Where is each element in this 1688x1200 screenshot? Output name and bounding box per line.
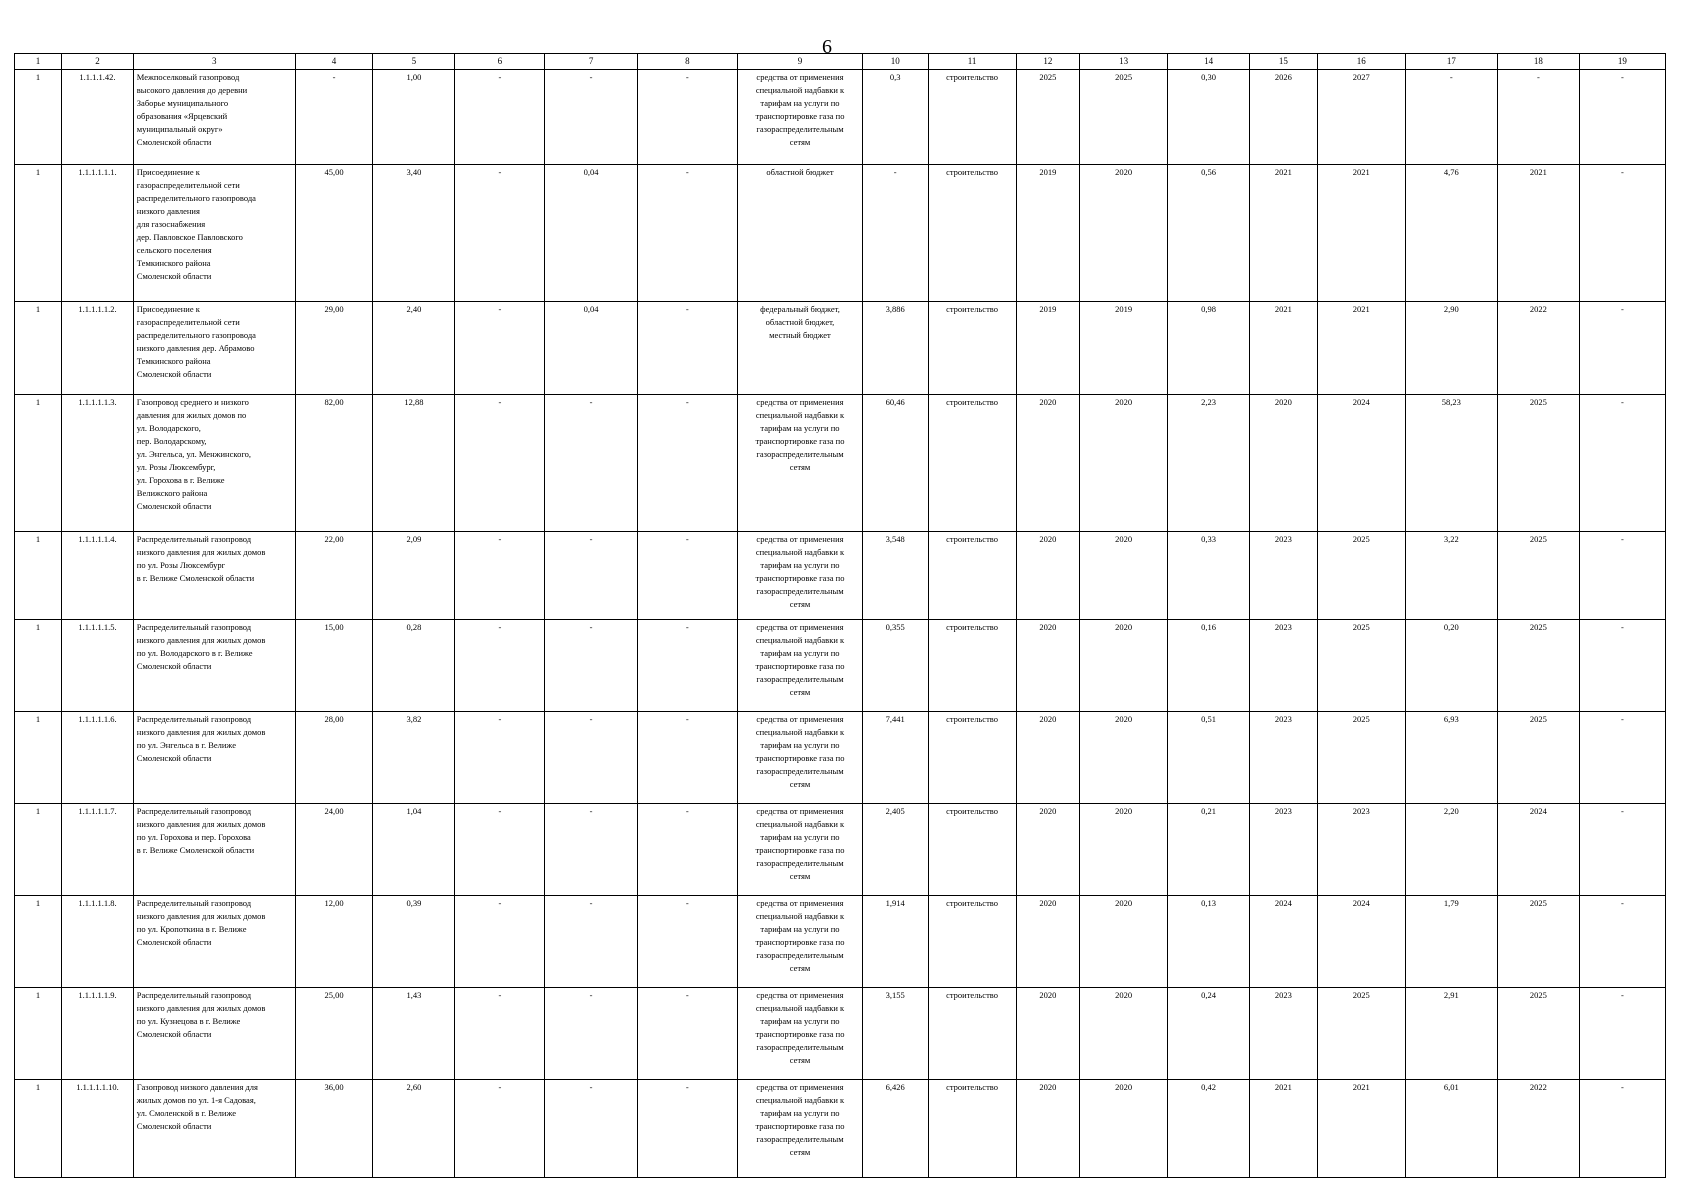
cell-col14: 0,98 [1168, 302, 1250, 395]
cell-col16: 2021 [1317, 302, 1405, 395]
table-row [15, 988, 1666, 1080]
cell-col10: 3,886 [862, 302, 928, 395]
cell-col4: 45,00 [295, 165, 373, 302]
cell-funding-source: средства от применения специальной надбавки к тарифам на услуги по транспортировке газа по газораспределительным сетям [738, 1080, 863, 1178]
cell-code: 1.1.1.1.1.2. [62, 302, 134, 395]
cell-col8: - [637, 712, 737, 804]
cell-col7: - [545, 395, 637, 532]
cell-object-name: Присоединение к газораспределительной сети распределительного газопровода низкого давления дер. Абрамово Темкинского района Смоленской области [133, 302, 295, 395]
cell-col12: 2020 [1016, 1080, 1080, 1178]
column-header: 5 [373, 54, 455, 70]
cell-funding-source: областной бюджет [738, 165, 863, 302]
cell-col4: 36,00 [295, 1080, 373, 1178]
cell-col19: - [1579, 395, 1665, 532]
cell-work-type: строительство [928, 70, 1016, 165]
cell-work-type: строительство [928, 896, 1016, 988]
cell-work-type: строительство [928, 712, 1016, 804]
cell-object-name: Распределительный газопровод низкого давления для жилых домов по ул. Кропоткина в г. Велиже Смоленской области [133, 896, 295, 988]
cell-col4: 12,00 [295, 896, 373, 988]
cell-col17: 3,22 [1405, 532, 1497, 620]
cell-col5: 1,00 [373, 70, 455, 165]
cell-col6: - [455, 395, 545, 532]
cell-col14: 0,56 [1168, 165, 1250, 302]
cell-col10: 3,548 [862, 532, 928, 620]
cell-col8: - [637, 804, 737, 896]
cell-object-name: Распределительный газопровод низкого давления для жилых домов по ул. Горохова и пер. Горохова в г. Велиже Смоленской области [133, 804, 295, 896]
cell-funding-source: средства от применения специальной надбавки к тарифам на услуги по транспортировке газа по газораспределительным сетям [738, 395, 863, 532]
cell-col10: 3,155 [862, 988, 928, 1080]
cell-col7: - [545, 532, 637, 620]
cell-col13: 2020 [1080, 532, 1168, 620]
cell-col13: 2020 [1080, 896, 1168, 988]
cell-col5: 2,60 [373, 1080, 455, 1178]
column-header: 11 [928, 54, 1016, 70]
column-header: 19 [1579, 54, 1665, 70]
cell-col18: 2025 [1497, 712, 1579, 804]
cell-col18: 2025 [1497, 395, 1579, 532]
cell-col10: 7,441 [862, 712, 928, 804]
cell-col10: 6,426 [862, 1080, 928, 1178]
cell-col13: 2019 [1080, 302, 1168, 395]
cell-col7: 0,04 [545, 165, 637, 302]
cell-col7: - [545, 70, 637, 165]
cell-col16: 2024 [1317, 896, 1405, 988]
cell-code: 1.1.1.1.1.3. [62, 395, 134, 532]
cell-object-name: Распределительный газопровод низкого давления для жилых домов по ул. Энгельса в г. Велиже Смоленской области [133, 712, 295, 804]
cell-col15: 2023 [1250, 988, 1318, 1080]
cell-col16: 2025 [1317, 988, 1405, 1080]
cell-col6: - [455, 620, 545, 712]
cell-col15: 2021 [1250, 1080, 1318, 1178]
cell-col16: 2021 [1317, 1080, 1405, 1178]
cell-col12: 2020 [1016, 395, 1080, 532]
cell-col18: 2024 [1497, 804, 1579, 896]
cell-work-type: строительство [928, 620, 1016, 712]
cell-col18: 2025 [1497, 532, 1579, 620]
cell-col1: 1 [15, 620, 62, 712]
cell-col16: 2027 [1317, 70, 1405, 165]
cell-col18: - [1497, 70, 1579, 165]
cell-col17: 0,20 [1405, 620, 1497, 712]
column-header: 2 [62, 54, 134, 70]
cell-code: 1.1.1.1.1.1. [62, 165, 134, 302]
cell-col15: 2023 [1250, 532, 1318, 620]
cell-col19: - [1579, 896, 1665, 988]
cell-col14: 0,30 [1168, 70, 1250, 165]
cell-col6: - [455, 988, 545, 1080]
cell-col8: - [637, 395, 737, 532]
cell-col15: 2023 [1250, 620, 1318, 712]
cell-col5: 1,43 [373, 988, 455, 1080]
cell-code: 1.1.1.1.42. [62, 70, 134, 165]
column-header: 16 [1317, 54, 1405, 70]
cell-col7: - [545, 620, 637, 712]
cell-col13: 2020 [1080, 165, 1168, 302]
cell-col16: 2025 [1317, 712, 1405, 804]
column-header: 4 [295, 54, 373, 70]
cell-col16: 2021 [1317, 165, 1405, 302]
cell-col14: 2,23 [1168, 395, 1250, 532]
cell-col13: 2020 [1080, 804, 1168, 896]
cell-col13: 2020 [1080, 712, 1168, 804]
cell-col10: 1,914 [862, 896, 928, 988]
cell-object-name: Присоединение к газораспределительной сети распределительного газопровода низкого давления для газоснабжения дер. Павловское Павловского сельского поселения Темкинского района Смоленской области [133, 165, 295, 302]
cell-work-type: строительство [928, 302, 1016, 395]
cell-object-name: Распределительный газопровод низкого давления для жилых домов по ул. Розы Люксембург в г. Велиже Смоленской области [133, 532, 295, 620]
cell-col1: 1 [15, 165, 62, 302]
column-header: 1 [15, 54, 62, 70]
table-row [15, 620, 1666, 712]
cell-col19: - [1579, 988, 1665, 1080]
cell-col19: - [1579, 302, 1665, 395]
table-row [15, 804, 1666, 896]
cell-col5: 0,28 [373, 620, 455, 712]
cell-col12: 2020 [1016, 896, 1080, 988]
column-header: 9 [738, 54, 863, 70]
cell-code: 1.1.1.1.1.7. [62, 804, 134, 896]
cell-col10: - [862, 165, 928, 302]
cell-col6: - [455, 532, 545, 620]
cell-col4: 28,00 [295, 712, 373, 804]
table-row [15, 1080, 1666, 1178]
cell-col12: 2019 [1016, 165, 1080, 302]
cell-col6: - [455, 165, 545, 302]
cell-col12: 2020 [1016, 532, 1080, 620]
cell-col19: - [1579, 804, 1665, 896]
cell-col8: - [637, 988, 737, 1080]
cell-col18: 2022 [1497, 1080, 1579, 1178]
cell-col13: 2020 [1080, 1080, 1168, 1178]
column-header: 15 [1250, 54, 1318, 70]
cell-col1: 1 [15, 988, 62, 1080]
cell-col7: - [545, 1080, 637, 1178]
cell-work-type: строительство [928, 395, 1016, 532]
cell-col16: 2025 [1317, 532, 1405, 620]
cell-col16: 2025 [1317, 620, 1405, 712]
cell-col14: 0,51 [1168, 712, 1250, 804]
cell-col7: - [545, 988, 637, 1080]
cell-col12: 2020 [1016, 804, 1080, 896]
cell-code: 1.1.1.1.1.10. [62, 1080, 134, 1178]
cell-col13: 2020 [1080, 395, 1168, 532]
table-row [15, 70, 1666, 165]
cell-col8: - [637, 165, 737, 302]
cell-col12: 2020 [1016, 620, 1080, 712]
cell-col18: 2021 [1497, 165, 1579, 302]
cell-col8: - [637, 896, 737, 988]
cell-col16: 2023 [1317, 804, 1405, 896]
cell-col14: 0,16 [1168, 620, 1250, 712]
cell-col10: 60,46 [862, 395, 928, 532]
cell-col4: 25,00 [295, 988, 373, 1080]
cell-funding-source: средства от применения специальной надбавки к тарифам на услуги по транспортировке газа по газораспределительным сетям [738, 804, 863, 896]
column-header: 3 [133, 54, 295, 70]
cell-object-name: Межпоселковый газопровод высокого давления до деревни Заборье муниципального образования «Ярцевский муниципальный округ» Смоленской области [133, 70, 295, 165]
cell-col15: 2023 [1250, 804, 1318, 896]
cell-col8: - [637, 302, 737, 395]
cell-col19: - [1579, 70, 1665, 165]
cell-col12: 2019 [1016, 302, 1080, 395]
cell-funding-source: средства от применения специальной надбавки к тарифам на услуги по транспортировке газа по газораспределительным сетям [738, 988, 863, 1080]
cell-col16: 2024 [1317, 395, 1405, 532]
column-header: 18 [1497, 54, 1579, 70]
cell-col12: 2020 [1016, 712, 1080, 804]
cell-col17: 6,01 [1405, 1080, 1497, 1178]
cell-object-name: Газопровод низкого давления для жилых домов по ул. 1-я Садовая, ул. Смоленской в г. Велиже Смоленской области [133, 1080, 295, 1178]
cell-col10: 2,405 [862, 804, 928, 896]
cell-col5: 1,04 [373, 804, 455, 896]
cell-col17: 2,20 [1405, 804, 1497, 896]
cell-col5: 12,88 [373, 395, 455, 532]
cell-col13: 2025 [1080, 70, 1168, 165]
cell-col12: 2020 [1016, 988, 1080, 1080]
cell-col5: 2,40 [373, 302, 455, 395]
cell-col10: 0,3 [862, 70, 928, 165]
cell-col5: 2,09 [373, 532, 455, 620]
cell-object-name: Распределительный газопровод низкого давления для жилых домов по ул. Володарского в г. Велиже Смоленской области [133, 620, 295, 712]
cell-col18: 2022 [1497, 302, 1579, 395]
cell-work-type: строительство [928, 532, 1016, 620]
cell-col7: - [545, 712, 637, 804]
cell-col4: 24,00 [295, 804, 373, 896]
cell-col8: - [637, 620, 737, 712]
cell-col13: 2020 [1080, 988, 1168, 1080]
cell-col17: 2,90 [1405, 302, 1497, 395]
cell-col5: 3,82 [373, 712, 455, 804]
cell-funding-source: средства от применения специальной надбавки к тарифам на услуги по транспортировке газа по газораспределительным сетям [738, 620, 863, 712]
cell-col6: - [455, 1080, 545, 1178]
column-header: 7 [545, 54, 637, 70]
cell-col6: - [455, 712, 545, 804]
cell-col4: 82,00 [295, 395, 373, 532]
cell-col18: 2025 [1497, 896, 1579, 988]
cell-col6: - [455, 804, 545, 896]
table-row [15, 165, 1666, 302]
cell-col17: - [1405, 70, 1497, 165]
cell-col17: 58,23 [1405, 395, 1497, 532]
cell-work-type: строительство [928, 988, 1016, 1080]
cell-col10: 0,355 [862, 620, 928, 712]
cell-col7: - [545, 896, 637, 988]
cell-work-type: строительство [928, 1080, 1016, 1178]
cell-object-name: Газопровод среднего и низкого давления для жилых домов по ул. Володарского, пер. Володарскому, ул. Энгельса, ул. Менжинского, ул. Розы Люксембург, ул. Горохова в г. Велиже Велижского района Смоленской области [133, 395, 295, 532]
cell-col15: 2021 [1250, 165, 1318, 302]
cell-col1: 1 [15, 302, 62, 395]
column-header: 14 [1168, 54, 1250, 70]
cell-col19: - [1579, 165, 1665, 302]
cell-col4: 15,00 [295, 620, 373, 712]
cell-col18: 2025 [1497, 988, 1579, 1080]
cell-col19: - [1579, 712, 1665, 804]
cell-col1: 1 [15, 804, 62, 896]
cell-col18: 2025 [1497, 620, 1579, 712]
cell-col14: 0,21 [1168, 804, 1250, 896]
cell-funding-source: средства от применения специальной надбавки к тарифам на услуги по транспортировке газа по газораспределительным сетям [738, 712, 863, 804]
cell-col14: 0,13 [1168, 896, 1250, 988]
cell-col4: 29,00 [295, 302, 373, 395]
cell-col15: 2026 [1250, 70, 1318, 165]
cell-work-type: строительство [928, 804, 1016, 896]
page-number: 6 [822, 36, 832, 58]
cell-object-name: Распределительный газопровод низкого давления для жилых домов по ул. Кузнецова в г. Велиже Смоленской области [133, 988, 295, 1080]
column-header: 6 [455, 54, 545, 70]
cell-col17: 6,93 [1405, 712, 1497, 804]
cell-col7: - [545, 804, 637, 896]
program-table [14, 53, 1666, 1178]
cell-col17: 2,91 [1405, 988, 1497, 1080]
cell-code: 1.1.1.1.1.4. [62, 532, 134, 620]
cell-work-type: строительство [928, 165, 1016, 302]
cell-col5: 3,40 [373, 165, 455, 302]
cell-col6: - [455, 896, 545, 988]
cell-col19: - [1579, 620, 1665, 712]
cell-col5: 0,39 [373, 896, 455, 988]
cell-col14: 0,42 [1168, 1080, 1250, 1178]
cell-col1: 1 [15, 395, 62, 532]
cell-col1: 1 [15, 1080, 62, 1178]
table-row [15, 302, 1666, 395]
cell-code: 1.1.1.1.1.6. [62, 712, 134, 804]
cell-col1: 1 [15, 712, 62, 804]
cell-col8: - [637, 70, 737, 165]
column-header: 10 [862, 54, 928, 70]
cell-code: 1.1.1.1.1.8. [62, 896, 134, 988]
cell-col1: 1 [15, 70, 62, 165]
cell-col6: - [455, 70, 545, 165]
cell-col4: - [295, 70, 373, 165]
cell-col15: 2020 [1250, 395, 1318, 532]
cell-col6: - [455, 302, 545, 395]
column-header: 8 [637, 54, 737, 70]
cell-col19: - [1579, 532, 1665, 620]
table-row [15, 896, 1666, 988]
cell-funding-source: федеральный бюджет, областной бюджет, местный бюджет [738, 302, 863, 395]
header-row [15, 54, 1666, 70]
cell-col12: 2025 [1016, 70, 1080, 165]
cell-funding-source: средства от применения специальной надбавки к тарифам на услуги по транспортировке газа по газораспределительным сетям [738, 532, 863, 620]
cell-col7: 0,04 [545, 302, 637, 395]
column-header: 13 [1080, 54, 1168, 70]
column-header: 17 [1405, 54, 1497, 70]
cell-col14: 0,33 [1168, 532, 1250, 620]
cell-col15: 2021 [1250, 302, 1318, 395]
cell-col13: 2020 [1080, 620, 1168, 712]
cell-code: 1.1.1.1.1.5. [62, 620, 134, 712]
cell-col4: 22,00 [295, 532, 373, 620]
table-row [15, 395, 1666, 532]
cell-col17: 4,76 [1405, 165, 1497, 302]
cell-code: 1.1.1.1.1.9. [62, 988, 134, 1080]
cell-col15: 2023 [1250, 712, 1318, 804]
table-row [15, 532, 1666, 620]
cell-col15: 2024 [1250, 896, 1318, 988]
column-header: 12 [1016, 54, 1080, 70]
table-row [15, 712, 1666, 804]
cell-col8: - [637, 532, 737, 620]
cell-col19: - [1579, 1080, 1665, 1178]
cell-col1: 1 [15, 896, 62, 988]
cell-col14: 0,24 [1168, 988, 1250, 1080]
cell-funding-source: средства от применения специальной надбавки к тарифам на услуги по транспортировке газа по газораспределительным сетям [738, 70, 863, 165]
cell-col1: 1 [15, 532, 62, 620]
cell-col8: - [637, 1080, 737, 1178]
cell-funding-source: средства от применения специальной надбавки к тарифам на услуги по транспортировке газа по газораспределительным сетям [738, 896, 863, 988]
cell-col17: 1,79 [1405, 896, 1497, 988]
